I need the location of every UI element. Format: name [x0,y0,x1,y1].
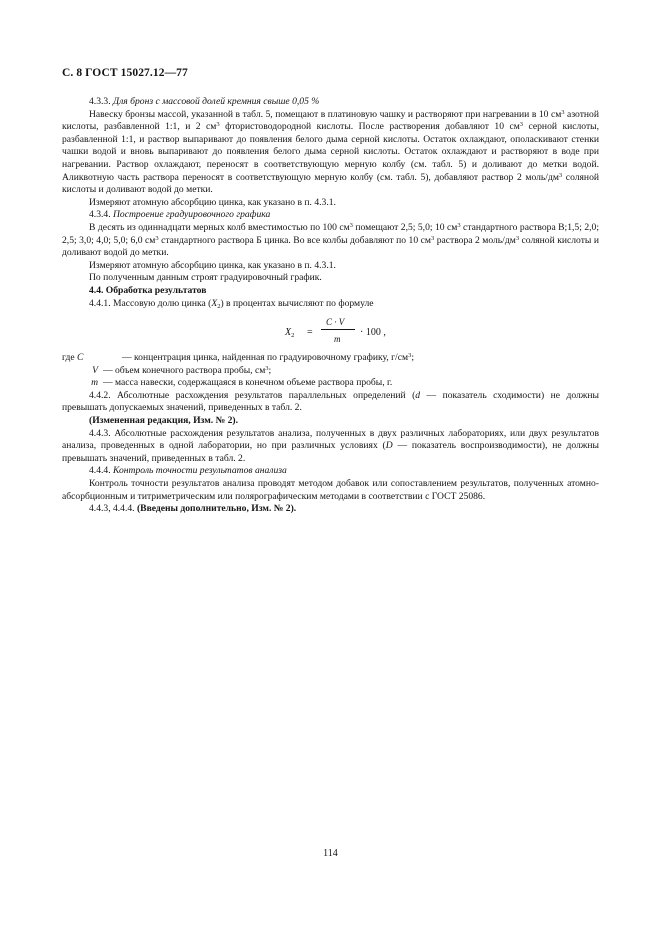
section-4-4-1-paragraph: 4.4.1. Массовую долю цинка $(X_2)$ в процентах вычисляют по формуле [89,297,374,310]
formula-multiplier: · 100 , [360,327,386,339]
zinc-formula [62,314,599,350]
section-4-3-3-measure: Измеряют атомную абсорбцию цинка, как указано в п. 4.3.1. [89,196,336,208]
section-4-4-4-title: 4.4.4. Контроль точности результатов анализа [89,465,287,477]
page-header: С. 8 ГОСТ 15027.12—77 [62,67,188,79]
formula-definitions [62,352,599,390]
section-4-3-4-measure: Измеряют атомную абсорбцию цинка, как указано в п. 4.3.1. [89,259,336,271]
formula-denominator: m [334,334,341,345]
formula-fraction-bar [321,329,355,330]
definition-c: где C — концентрация цинка, найденная по градуировочному графику, $г/см^3$; [62,352,414,364]
section-4-3-4-paragraph: В десять из одиннадцати мерных колб вместимостью по 100 $см^3$ помещают 2,5; 5,0; 10 $см^3$ стандартного раствора В;1,5; 2,0; 2,5; 3,0; 4,0; 5,0; 6,0 $см^3$ стандартного раствора Б цинка. Во все колбы добавляют по 10 $см^3$ раствора 2 моль/$дм^3$ соляной кислоты и доливают водой до метки. [62,221,599,259]
page-number: 114 [323,848,338,859]
section-4-4-3-paragraph: 4.4.3. Абсолютные расхождения результатов анализа, полученных в двух различных лабораториях, или двух результатов анализа, проведенных в одной лаборатории, но при различных условиях (D — показатель воспроизводимости), не должны превышать значений, приведенных в табл. 2. [62,427,599,464]
formula-lhs: $X_2$ [285,327,295,340]
section-4-4-heading: 4.4. Обработка результатов [89,284,207,296]
section-4-3-4-graph: По полученным данным строят градуировочный график. [89,272,322,284]
formula-numerator: C · V [326,317,345,328]
section-4-4-2-paragraph: 4.4.2. Абсолютные расхождения результатов параллельных определений (d — показатель сходимости) не должны превышать допускаемых значений, приведенных в табл. 2. [62,389,599,414]
formula-equals: = [307,327,313,339]
section-4-3-3-paragraph: Навеску бронзы массой, указанной в табл. 5, помещают в платиновую чашку и растворяют при нагревании в 10 $см^3$ азотной кислоты, разбавленной 1:1, и 2 $см^3$ фтористоводородной кислоты. После растворения добавляют 10 $см^3$ серной кислоты, разбавленной 1:1, и раствор выпаривают до появления белого дыма серной кислоты. Остаток охлаждают, ополаскивают стенки чашки водой и вновь выпаривают до появления белого дыма серной кислоты. Остаток охлаждают и растворяют в воде при нагревании. Раствор охлаждают, переносят в соответствующую мерную колбу (см. табл. 5) и доливают до метки водой. Аликвотную часть раствора переносят в соответствующую мерную колбу (см. табл. 5), добавляют раствор 2 моль/$дм^3$ соляной кислоты и доливают водой до метки. [62,108,600,196]
section-4-3-3-title: 4.3.3. Для бронз с массовой долей кремния свыше 0,05 % [89,96,320,107]
edition-note-2: 4.4.3, 4.4.4. (Введены дополнительно, Изм. № 2). [89,503,297,515]
section-4-4-4-paragraph: Контроль точности результатов анализа проводят методом добавок или сопоставлением результатов, полученных атомно-абсорбционным и титриметрическим или полярографическим методами в соответствии с ГОСТ 25086. [62,478,599,502]
section-4-3-4-title: 4.3.4. Построение градуировочного графика [89,209,271,221]
edition-note-1: (Измененная редакция, Изм. № 2). [89,415,239,427]
definition-m: m — масса навески, содержащаяся в конечном объеме раствора пробы, г. [91,377,393,389]
definition-v: V — объем конечного раствора пробы, $см^3$; [92,364,272,376]
document-body [62,96,599,516]
